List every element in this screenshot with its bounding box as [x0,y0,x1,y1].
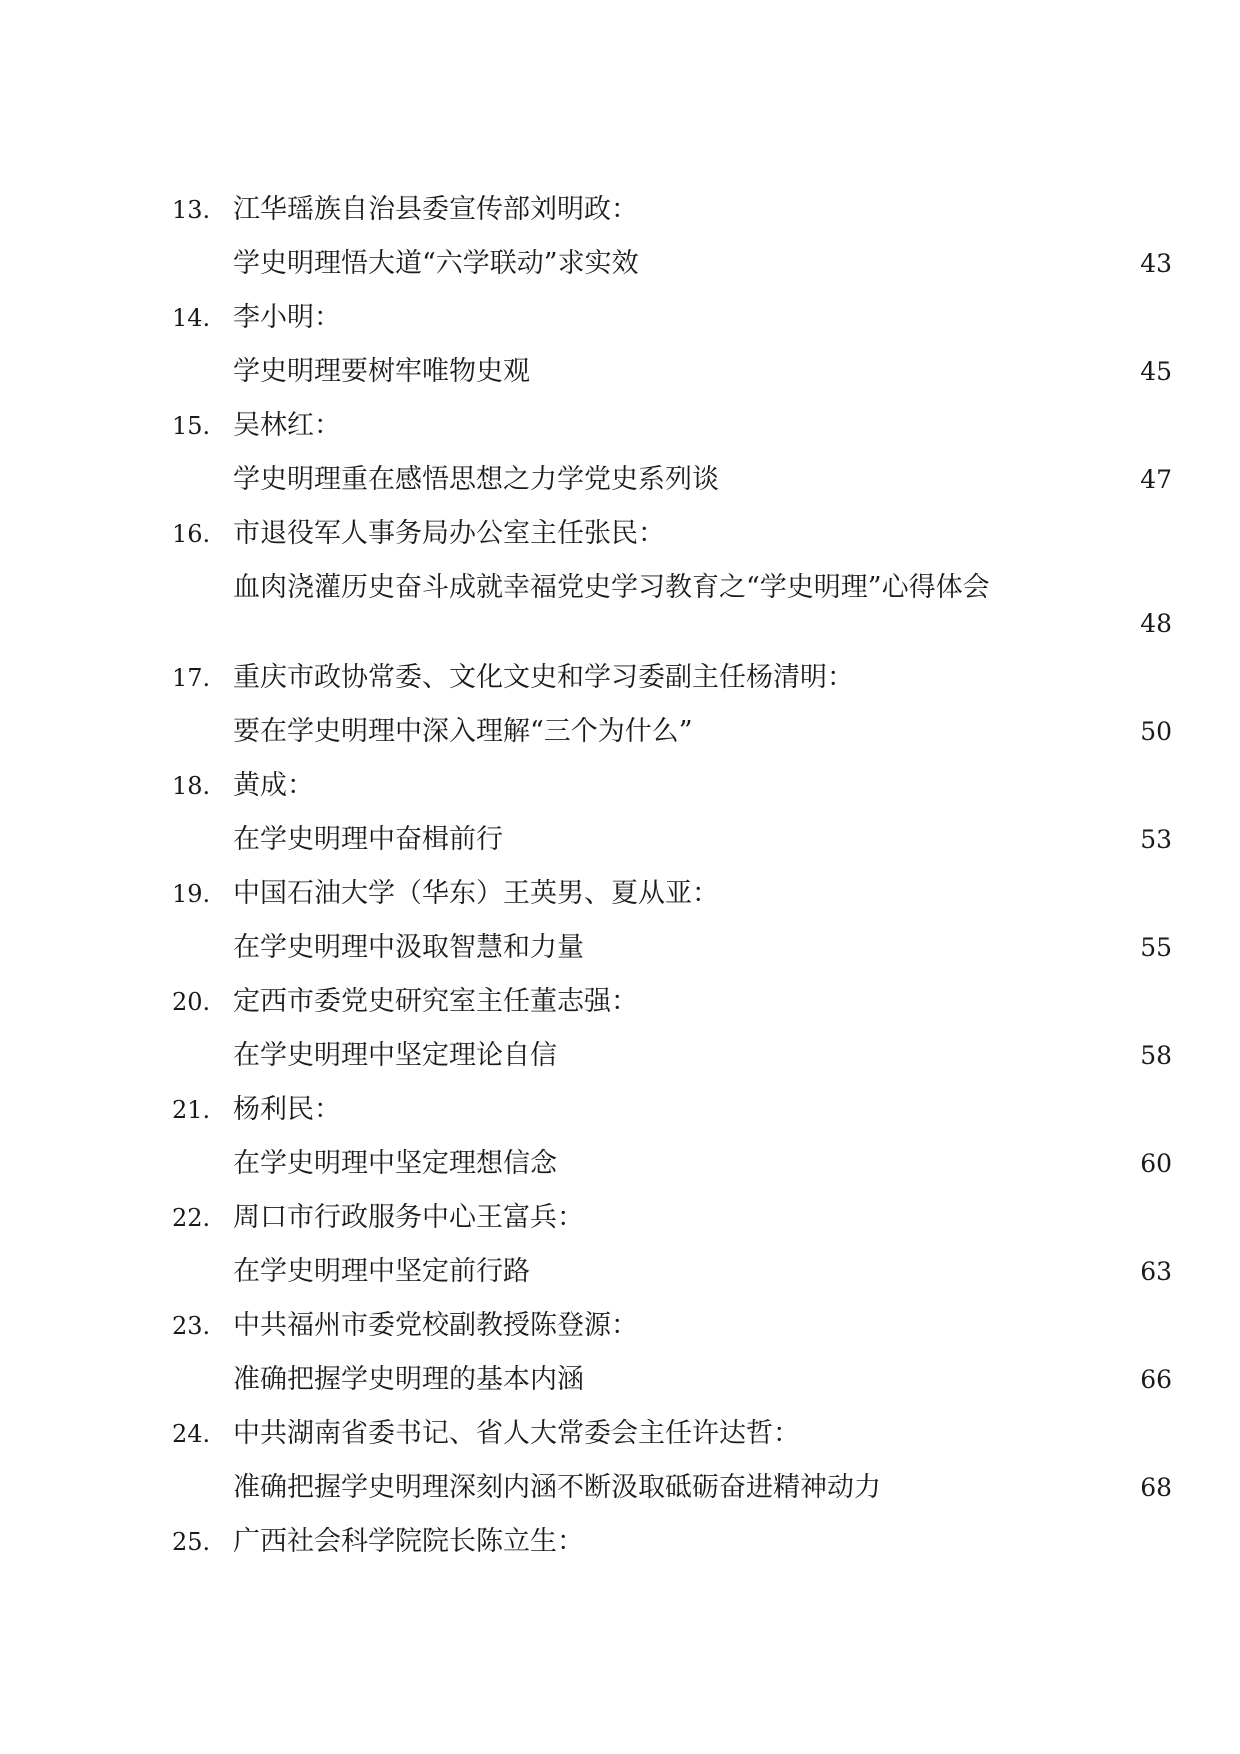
entry-page-number: 53 [1140,825,1172,854]
entry-title: 血肉浇灌历史奋斗成就幸福党史学习教育之“学史明理”心得体会 [233,572,990,603]
entry-title: 在学史明理中汲取智慧和力量 [233,932,584,963]
entry-title: 在学史明理中坚定理想信念 [233,1148,557,1179]
entry-author: 李小明： [233,302,341,333]
entry-author: 中共湖南省委书记、省人大常委会主任许达哲： [233,1418,800,1449]
entry-author: 江华瑶族自治县委宣传部刘明政： [233,194,638,225]
entry-author: 黄成： [233,770,314,801]
entry-number: 20. [172,988,211,1016]
entry-title: 在学史明理中坚定前行路 [233,1256,530,1287]
entry-number: 15. [172,412,211,440]
entry-number: 13. [172,196,211,224]
entry-page-number: 68 [1140,1473,1172,1502]
entry-page-number: 45 [1140,357,1172,386]
entry-number: 22. [172,1204,211,1232]
entry-page-number: 58 [1140,1041,1172,1070]
entry-number: 18. [172,772,211,800]
entry-page-number: 66 [1140,1365,1172,1394]
entry-title: 学史明理悟大道“六学联动”求实效 [233,248,639,279]
entry-author: 重庆市政协常委、文化文史和学习委副主任杨清明： [233,662,854,693]
entry-page-number: 47 [1140,465,1172,494]
entry-number: 19. [172,880,211,908]
entry-number: 14. [172,304,211,332]
entry-page-number: 48 [1140,609,1172,638]
entry-author: 定西市委党史研究室主任董志强： [233,986,638,1017]
entry-author: 中共福州市委党校副教授陈登源： [233,1310,638,1341]
entry-number: 25. [172,1528,211,1556]
entry-page-number: 50 [1140,717,1172,746]
entry-title: 学史明理要树牢唯物史观 [233,356,530,387]
entry-title: 在学史明理中坚定理论自信 [233,1040,557,1071]
entry-title: 在学史明理中奋楫前行 [233,824,503,855]
entry-author: 市退役军人事务局办公室主任张民： [233,518,665,549]
entry-title: 学史明理重在感悟思想之力学党史系列谈 [233,464,719,495]
entry-number: 23. [172,1312,211,1340]
entry-title: 准确把握学史明理深刻内涵不断汲取砥砺奋进精神动力 [233,1472,881,1503]
entry-number: 16. [172,520,211,548]
entry-page-number: 63 [1140,1257,1172,1286]
entry-page-number: 60 [1140,1149,1172,1178]
entry-page-number: 43 [1140,249,1172,278]
entry-title: 要在学史明理中深入理解“三个为什么” [233,716,693,747]
entry-number: 21. [172,1096,211,1124]
entry-title: 准确把握学史明理的基本内涵 [233,1364,584,1395]
entry-page-number: 55 [1140,933,1172,962]
entry-author: 广西社会科学院院长陈立生： [233,1526,584,1557]
entry-number: 24. [172,1420,211,1448]
entry-author: 杨利民： [233,1094,341,1125]
entry-author: 中国石油大学（华东）王英男、夏从亚： [233,878,719,909]
entry-author: 吴林红： [233,410,341,441]
entry-author: 周口市行政服务中心王富兵： [233,1202,584,1233]
entry-number: 17. [172,664,211,692]
